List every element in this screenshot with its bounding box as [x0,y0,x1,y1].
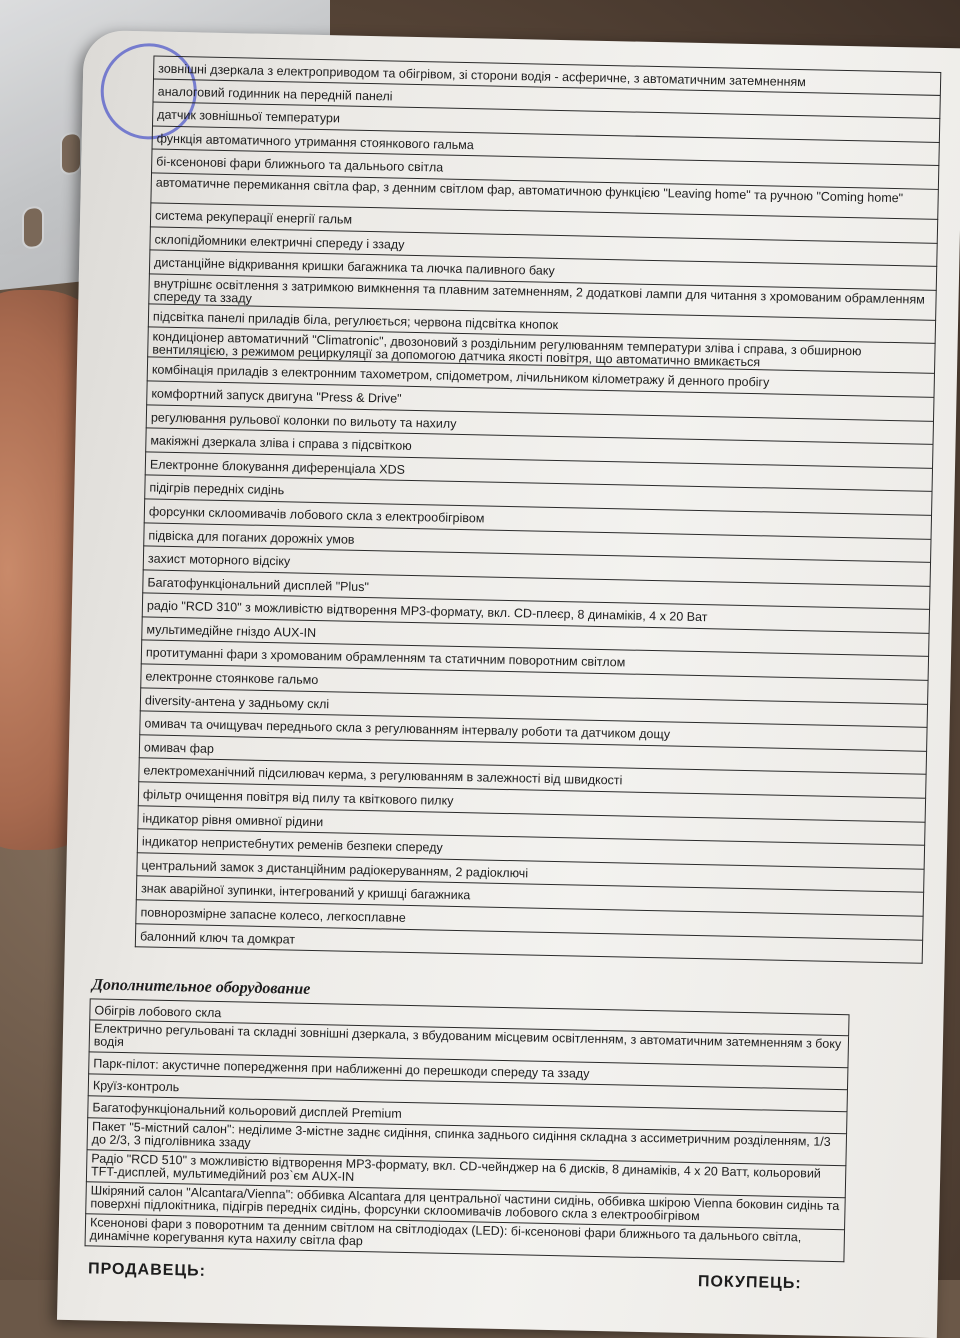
table-row: Електронне блокування диференціала XDS [145,452,933,492]
table-row: склопідйомники електричні спереду і ззаду [149,227,937,267]
table-row: Пакет "5-містний салон": неділиме 3-містне заднє сидіння, спинка заднього сидіння складна з ассиметричним розділенням, 1/3 до 2/3, 3 підголівника ззаду [87,1118,848,1166]
table-row: повнорозмірне запасне колесо, легкосплавне [135,900,923,940]
table-row: Електрично регульовані та складні зовнішні дзеркала, з вбудованим місцевим освітленням, з автоматичним затемненням з боку водія [89,1020,850,1068]
table-row: Багатофункціональний кольоровий дисплей Premium [87,1096,847,1134]
table-row: регулювання рульової колонки по вильоту та нахилу [146,405,934,445]
table-row: diversity-антена у задньому склі [140,688,928,728]
table-row: радіо "RCD 310" з можливістю відтворення MP3-формату, вкл. CD-плеєр, 8 динаміків, 4 x 20 Ват [142,594,930,634]
document-page [57,30,960,1338]
table-row: Парк-пілот: акустичне попередження при наближенні до перешкоди спереду та ззаду [88,1052,848,1090]
table-row: комфортний запуск двигуна "Press & Drive" [146,381,934,421]
table-row: комбінація приладів з електронним тахометром, спідометром, лічильником кілометражу й денного пробігу [147,358,935,398]
table-row: кондиціонер автоматичний "Climatronic", двозоновий з роздільним регулюванням температури зліва і справа, з обширною вентиляцією, з режимом рециркуляції за допомогою датчика якості повітря, що автоматично вмикається [147,328,935,374]
table-row: мультимедійне гніздо AUX-IN [141,617,929,657]
table-row: знак аварійної зупинки, інтегрований у кришці багажника [136,877,924,917]
additional-equipment-heading: Дополнительное оборудование [91,976,311,998]
table-row: Ксенонові фари з поворотним та денним світлом на світлодіодах (LED): бі-ксенонові фари ближнього та дальнього світла, динамічне корегування кута нахилу світла фар [85,1214,846,1262]
table-row: макіяжні дзеркала зліва і справа з підсвіткою [145,429,933,469]
table-row: індикатор непристебнутих ременів безпеки спереду [137,830,925,870]
table-row: підвіска для поганих дорожніх умов [143,523,931,563]
table-row: підігрів передніх сидінь [144,476,932,516]
standard-equipment-table [135,55,942,963]
table-row: форсунки склоомивачів лобового скла з електрообігрівом [144,499,932,539]
table-row: електромеханічний підсилювач керма, з регулюванням в залежності від швидкості [138,759,926,799]
table-row: дистанційне відкривання кришки багажника та лючка паливного баку [149,251,937,291]
table-row: внутрішнє освітлення з затримкою вимкнення та плавним затемненням, 2 додаткові лампи для читання з хромованим обрамленням спереду та ззаду [148,274,936,320]
table-row: бі-ксенонові фари ближнього та дальнього світла [151,150,939,190]
table-row: протитуманні фари з хромованим обрамленням та статичним поворотним світлом [141,641,929,681]
table-row: Круїз-контроль [88,1074,848,1112]
sleeve-hole [22,205,44,249]
table-row: датчик зовнішньої температури [152,103,940,143]
table-row: індикатор рівня омивної рідини [137,806,925,846]
seller-label: ПРОДАВЕЦЬ: [87,1260,207,1280]
table-row: центральний замок з дистанційним радіокеруванням, 2 радіоключі [136,853,924,893]
table-row: балонний ключ та домкрат [135,924,923,964]
table-row: Шкіряний салон "Alcantara/Vienna": оббивка Alcantara для центральної частини сидінь, оббивка шкірою Vienna боковин сидінь та поверхні підлокітника, підігрів передніх сидінь, форсунки склоомивачів лобового скла з електрообігрівом [85,1182,846,1230]
table-row: аналоговий годинник на передній панелі [152,79,940,119]
table-row: захист моторного відсіку [143,546,931,586]
table-row: підсвітка панелі приладів біла, регулюється; червона підсвітка кнопок [148,304,936,344]
table-row: система рекуперації енергії гальм [150,203,938,243]
table-row: Обігрів лобового скла [89,998,849,1036]
table-row: електронне стоянкове гальмо [140,664,928,704]
table-row: Багатофункціональний дисплей "Plus" [142,570,930,610]
sleeve-hole [60,131,82,175]
table-row: функція автоматичного утримання стоянкового гальма [152,126,940,166]
table-row: фільтр очищення повітря від пилу та квіткового пилку [138,782,926,822]
table-row: зовнішні дзеркала з електроприводом та обігрівом, зі сторони водія - асферичне, з автоматичним затемненням [153,55,941,95]
table-row: омивач та очищувач переднього скла з регулюванням інтервалу роботи та датчиком дощу [139,712,927,752]
table-row: автоматичне перемикання світла фар, з денним світлом фар, автоматичною функцією "Leaving home" та ручною "Coming home" [150,173,938,219]
table-row: Радіо "RCD 510" з можливістю відтворення MP3-формату, вкл. CD-чейнджер на 6 дисків, 8 динаміків, 4 х 20 Ватт, кольоровий TFT-дисплей, мультимедійний роз`єм AUX-IN [86,1150,847,1198]
buyer-label: ПОКУПЕЦЬ: [697,1273,802,1293]
table-row: омивач фар [139,735,927,775]
additional-equipment-table [85,998,850,1262]
